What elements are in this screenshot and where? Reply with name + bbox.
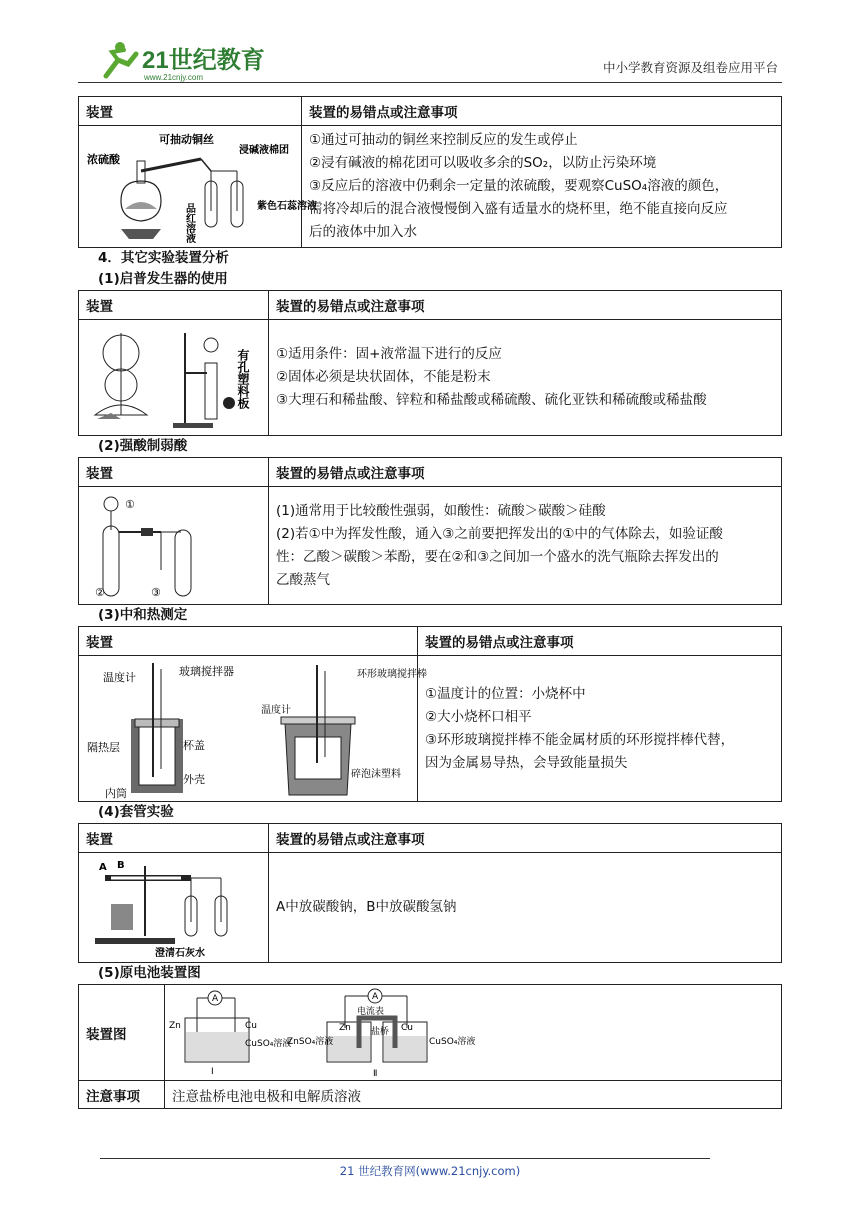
figure-cell bbox=[79, 126, 317, 248]
col-header-device: 装置 bbox=[79, 458, 269, 487]
subsection-1-heading: (1)启普发生器的使用 bbox=[98, 271, 228, 287]
svg-text:浸碱液棉团: 浸碱液棉团 bbox=[239, 144, 289, 156]
svg-text:B: B bbox=[117, 859, 125, 871]
svg-text:CuSO₄溶液: CuSO₄溶液 bbox=[429, 1036, 476, 1047]
figure-cell bbox=[79, 853, 269, 963]
subsection-5-heading: (5)原电池装置图 bbox=[98, 965, 201, 981]
svg-text:有孔塑料板: 有孔塑料板 bbox=[236, 348, 250, 409]
note-1: (1)通常用于比较酸性强弱，如酸性：硫酸＞碳酸＞硅酸 bbox=[276, 502, 606, 519]
col-header-device: 装置 bbox=[79, 97, 302, 126]
col-header-notes: 装置的易错点或注意事项 bbox=[418, 627, 782, 656]
section-4-heading: 4．其它实验装置分析 bbox=[98, 250, 229, 266]
copper-sulfuric-apparatus-figure bbox=[81, 131, 317, 243]
subsection-4-heading: (4)套管实验 bbox=[98, 804, 174, 820]
svg-text:外壳: 外壳 bbox=[183, 772, 205, 786]
figure-cell bbox=[79, 320, 269, 436]
table-kipp-generator bbox=[78, 290, 782, 436]
svg-text:玻璃搅拌器: 玻璃搅拌器 bbox=[179, 664, 234, 678]
svg-text:温度计: 温度计 bbox=[103, 670, 136, 684]
notes-cell bbox=[269, 487, 782, 605]
col-header-notes: 装置的易错点或注意事项 bbox=[269, 824, 782, 853]
logo-url: www.21cnjy.com bbox=[144, 73, 203, 82]
note-1: A中放碳酸钠，B中放碳酸氢钠 bbox=[276, 899, 457, 915]
svg-text:浓硫酸: 浓硫酸 bbox=[87, 152, 120, 166]
note-2: ②大小烧杯口相平 bbox=[425, 708, 532, 725]
row-label-notes: 注意事项 bbox=[79, 1081, 165, 1109]
svg-text:可抽动铜丝: 可抽动铜丝 bbox=[159, 132, 214, 146]
col-header-notes: 装置的易错点或注意事项 bbox=[269, 291, 782, 320]
svg-text:澄清石灰水: 澄清石灰水 bbox=[155, 947, 205, 959]
row-label-figure: 装置图 bbox=[79, 985, 165, 1081]
svg-text:碎泡沫塑料: 碎泡沫塑料 bbox=[351, 768, 401, 780]
nested-tube-apparatus-figure bbox=[81, 856, 265, 960]
notes-cell: 注意盐桥电池电极和电解质溶液 bbox=[165, 1081, 782, 1109]
note-3: ③大理石和稀盐酸、锌粒和稀盐酸或稀硫酸、硫化亚铁和稀硫酸或稀盐酸 bbox=[276, 392, 707, 408]
svg-text:品红溶液: 品红溶液 bbox=[183, 202, 195, 243]
table-strong-acid-weak-acid bbox=[78, 457, 782, 605]
svg-text:③: ③ bbox=[151, 585, 161, 599]
svg-text:A: A bbox=[99, 861, 107, 873]
col-header-device: 装置 bbox=[79, 291, 269, 320]
note-2: ②固体必须是块状固体，不能是粉末 bbox=[276, 369, 491, 385]
svg-text:盐桥: 盐桥 bbox=[371, 1026, 390, 1037]
svg-text:②: ② bbox=[95, 585, 105, 599]
note-4: 因为金属易导热，会导致能量损失 bbox=[425, 754, 628, 771]
figure-cell bbox=[79, 487, 269, 605]
note-1: ①适用条件：固+液常温下进行的反应 bbox=[276, 346, 502, 362]
col-header-notes: 装置的易错点或注意事项 bbox=[302, 97, 782, 126]
svg-text:杯盖: 杯盖 bbox=[183, 738, 205, 752]
footer-link[interactable]: 21 世纪教育网(www.21cnjy.com) bbox=[339, 1164, 521, 1178]
figure-cell bbox=[165, 985, 782, 1081]
table-copper-sulfuric bbox=[78, 96, 782, 248]
notes-cell bbox=[302, 126, 782, 248]
notes-cell bbox=[418, 656, 782, 802]
subsection-3-heading: (3)中和热测定 bbox=[98, 607, 188, 623]
svg-text:Cu: Cu bbox=[245, 1020, 257, 1031]
svg-text:I: I bbox=[211, 1066, 214, 1077]
note-5: 后的液体中加入水 bbox=[309, 224, 417, 240]
svg-text:Ⅱ: Ⅱ bbox=[373, 1068, 378, 1079]
logo-text: 21世纪教育 bbox=[142, 47, 265, 74]
svg-text:隔热层: 隔热层 bbox=[87, 740, 120, 754]
note-3: 性：乙酸＞碳酸＞苯酚，要在②和③之间加一个盛水的洗气瓶除去挥发出的 bbox=[276, 548, 719, 565]
svg-text:环形玻璃搅拌棒: 环形玻璃搅拌棒 bbox=[357, 668, 427, 680]
figure-cell bbox=[79, 656, 427, 802]
kipp-generator-figure bbox=[81, 323, 265, 433]
note-2: ②浸有碱液的棉花团可以吸收多余的SO₂，以防止污染环境 bbox=[309, 155, 657, 171]
col-header-device: 装置 bbox=[79, 824, 269, 853]
note-4: 乙酸蒸气 bbox=[276, 571, 330, 588]
notes-cell bbox=[269, 320, 782, 436]
svg-text:A: A bbox=[372, 991, 379, 1002]
galvanic-cell-figure bbox=[167, 988, 767, 1078]
acid-strength-apparatus-figure bbox=[81, 490, 265, 602]
platform-name: 中小学教育资源及组卷应用平台 bbox=[602, 60, 778, 75]
svg-text:紫色石蕊溶液: 紫色石蕊溶液 bbox=[257, 200, 317, 212]
note-2: (2)若①中为挥发性酸，通入③之前要把挥发出的①中的气体除去，如验证酸 bbox=[276, 525, 723, 542]
table-neutralization-heat bbox=[78, 626, 782, 802]
svg-text:电流表: 电流表 bbox=[357, 1006, 385, 1017]
svg-text:①: ① bbox=[125, 497, 135, 511]
svg-text:Zn: Zn bbox=[339, 1022, 351, 1033]
note-1: ①温度计的位置：小烧杯中 bbox=[425, 685, 586, 702]
col-header-device: 装置 bbox=[79, 627, 418, 656]
note-3: ③环形玻璃搅拌棒不能金属材质的环形搅拌棒代替， bbox=[425, 731, 735, 748]
note-1: ①通过可抽动的铜丝来控制反应的发生或停止 bbox=[309, 132, 578, 148]
svg-text:ZnSO₄溶液: ZnSO₄溶液 bbox=[287, 1036, 334, 1047]
note-4: 需将冷却后的混合液慢慢倒入盛有适量水的烧杯里，绝不能直接向反应 bbox=[309, 201, 728, 217]
svg-text:A: A bbox=[212, 993, 219, 1004]
notes-cell bbox=[269, 853, 782, 963]
note-3: ③反应后的溶液中仍剩余一定量的浓硫酸，要观察CuSO₄溶液的颜色， bbox=[309, 178, 729, 194]
table-galvanic-cell bbox=[78, 984, 782, 1109]
svg-text:Zn: Zn bbox=[169, 1020, 181, 1031]
svg-text:内筒: 内筒 bbox=[105, 786, 127, 800]
page-content bbox=[78, 96, 782, 1109]
table-nested-tube bbox=[78, 823, 782, 963]
calorimeter-figure bbox=[81, 659, 427, 800]
svg-text:Cu: Cu bbox=[401, 1022, 413, 1033]
footer-rule bbox=[100, 1158, 710, 1159]
subsection-2-heading: (2)强酸制弱酸 bbox=[98, 438, 188, 454]
col-header-notes: 装置的易错点或注意事项 bbox=[269, 458, 782, 487]
svg-text:温度计: 温度计 bbox=[261, 704, 291, 716]
site-logo bbox=[98, 38, 288, 82]
page-header bbox=[78, 30, 782, 83]
svg-text:CuSO₄溶液: CuSO₄溶液 bbox=[245, 1038, 292, 1049]
